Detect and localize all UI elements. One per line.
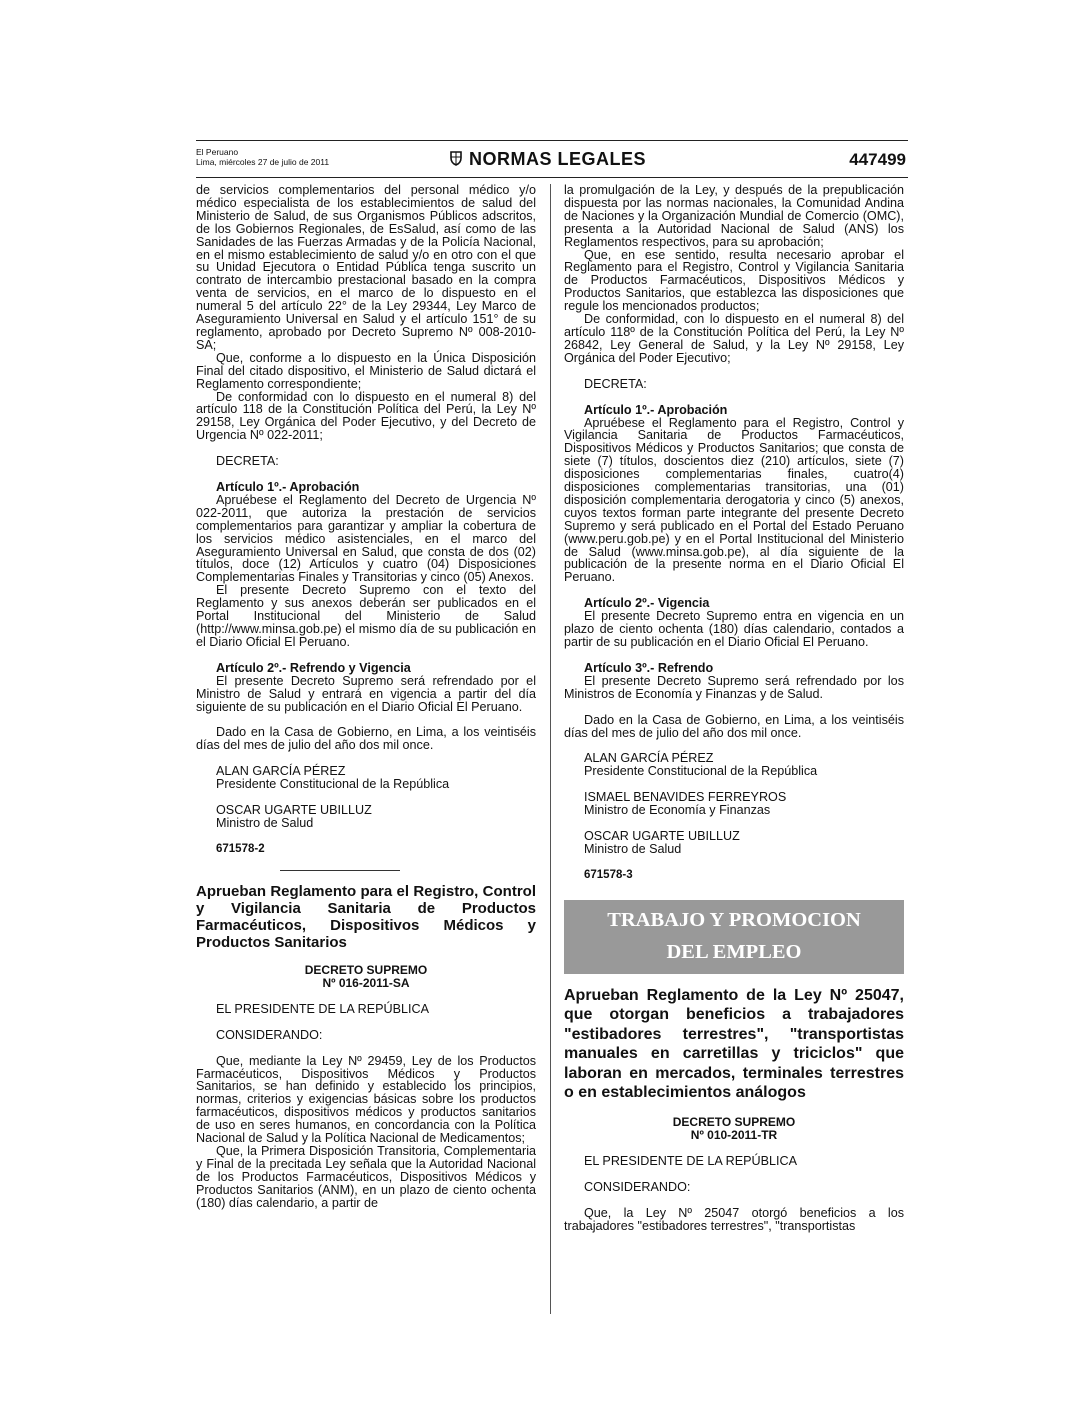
- dado-paragraph: Dado en la Casa de Gobierno, en Lima, a los veintiséis días del mes de julio del año dos mil once.: [564, 712, 904, 740]
- paragraph: De conformidad con lo dispuesto en el numeral 8) del artículo 118 de la Constitución Política del Perú, la Ley Nº 29158, Ley Orgánica del Poder Ejecutivo, y del Decreto de Urgencia Nº 022-2011;: [196, 389, 536, 443]
- signatory-role: Ministro de Economía y Finanzas: [584, 803, 771, 818]
- paragraph: El presente Decreto Supremo será refrendado por el Ministro de Salud y entrará en vigencia a partir del día siguiente de su publicación en el Diario Oficial El Peruano.: [196, 673, 536, 714]
- left-column: [196, 184, 536, 1209]
- decree-number-label: DECRETO SUPREMO: [672, 1114, 796, 1129]
- article-title: Artículo 3º.- Refrendo: [584, 660, 714, 675]
- considerando-label: CONSIDERANDO:: [216, 1027, 323, 1042]
- article-title: Artículo 1º.- Aprobación: [584, 402, 728, 417]
- document-code: 671578-2: [216, 842, 265, 855]
- paragraph: Que, en ese sentido, resulta necesario aprobar el Reglamento para el Registro, Control y Vigilancia Sanitaria de Productos Farmacéuticos, Dispositivos Médicos y Productos Sanitarios, que establezca las disposiciones que regule los mencionados productos;: [564, 247, 904, 314]
- page-header: [196, 140, 908, 178]
- decreta-label: DECRETA:: [216, 454, 279, 469]
- header-left: [196, 147, 329, 167]
- banner-line: TRABAJO Y PROMOCION: [607, 908, 861, 931]
- paragraph: De conformidad, con lo dispuesto en el numeral 8) del artículo 118º de la Constitución Política del Perú, la Ley Nº 26842, Ley General de Salud, y la Ley Nº 29158, Ley Orgánica del Poder Ejecutivo;: [564, 312, 904, 365]
- section-label: NORMAS LEGALES: [469, 149, 647, 169]
- document-code: 671578-3: [584, 868, 633, 881]
- decree-number: Nº 016-2011-SA: [322, 975, 410, 990]
- separator-rule: [280, 870, 400, 871]
- presidente-label: EL PRESIDENTE DE LA REPÚBLICA: [584, 1153, 797, 1168]
- paragraph: Que, la Ley Nº 25047 otorgó beneficios a los trabajadores "estibadores terrestres", "transportistas: [564, 1205, 904, 1233]
- paragraph: Que, la Primera Disposición Transitoria, Complementaria y Final de la precitada Ley señala que la Autoridad Nacional de los Productos Farmacéuticos, Dispositivos Médicos y Productos Sanitarios (ANM), en un plazo de ciento ochenta (180) días calendario, a partir de: [196, 1143, 536, 1210]
- signatory-name: OSCAR UGARTE UBILLUZ: [216, 803, 372, 818]
- presidente-label: EL PRESIDENTE DE LA REPÚBLICA: [216, 1001, 429, 1016]
- issue-date: Lima, miércoles 27 de julio de 2011: [196, 157, 330, 167]
- paragraph: El presente Decreto Supremo será refrendado por los Ministros de Economía y Finanzas y de Salud.: [564, 673, 904, 701]
- signatory-role: Presidente Constitucional de la República: [216, 777, 450, 792]
- right-column: [564, 184, 904, 1232]
- column-divider: [550, 184, 551, 1314]
- decree-title: Aprueban Reglamento para el Registro, Control y Vigilancia Sanitaria de Productos Farmacéuticos, Dispositivos Médicos y Productos Sanitarios: [196, 882, 536, 951]
- paragraph: de servicios complementarios del personal médico y/o médico especialista de los establecimientos de salud del Ministerio de Salud, de sus Organismos Públicos adscritos, de los Gobiernos Regionales, de EsSalud, así como de las Sanidades de las Fuerzas Armadas y de la Policía Nacional, en el mismo establecimiento de salud y/o en otro con el que su Unidad Ejecutora o Entidad Pública tenga suscrito un contrato de intercambio prestacional basado en la compra venta de servicios, en el marco de lo dispuesto en el numeral 5 del artículo 22° de la Ley 29344, Ley Marco de Aseguramiento Universal en Salud y el artículo 151° de su reglamento, aprobado por Decreto Supremo Nº 008-2010-SA;: [196, 183, 536, 352]
- decree-number-label: DECRETO SUPREMO: [304, 962, 428, 977]
- decree-title: Aprueban Reglamento de la Ley Nº 25047, que otorgan beneficios a trabajadores "estibadores terrestres", "transportistas manuales en carretillas y triciclos" que laboran en mercados, terminales terrestres o en establecimientos análogos: [564, 986, 904, 1102]
- paragraph: Que, mediante la Ley Nº 29459, Ley de los Productos Farmacéuticos, Dispositivos Médicos y Productos Sanitarios, se han definido y establecido los principios, normas, criterios y exigencias básicas sobre los productos farmacéuticos, dispositivos médicos y productos sanitarios de uso en seres humanos, en concordancia con la Política Nacional de Salud y la Política Nacional de Medicamentos;: [196, 1053, 536, 1146]
- paragraph: Apruébese el Reglamento para el Registro, Control y Vigilancia Sanitaria de Productos Farmacéuticos, Dispositivos Médicos y Productos Sanitarios; que consta de siete (7) títulos, doscientos diez (210) artículos, siete (7) disposiciones complementarias finales, cuatro(4) disposiciones complementarias transitorias, una (01) disposición complementaria derogatoria y cinco (5) anexos, cuyos textos forman parte integrante del presente Decreto Supremo y será publicado en el Portal del Estado Peruano (www.peru.gob.pe) y en el Portal Institucional del Ministerio de Salud (www.minsa.gob.pe), al día siguiente de la publicación de la presente norma en el Diario Oficial El Peruano.: [564, 415, 904, 585]
- section-title: [448, 149, 646, 170]
- paragraph: El presente Decreto Supremo entra en vigencia en un plazo de ciento ochenta (180) días calendario, contados a partir de su publicación en el Diario Oficial El Peruano.: [564, 609, 904, 649]
- article-title: Artículo 2º.- Vigencia: [584, 596, 710, 611]
- page-number: 447499: [849, 150, 906, 169]
- banner-line: DEL EMPLEO: [666, 940, 802, 963]
- signatory-name: ALAN GARCÍA PÉREZ: [216, 764, 346, 779]
- signatory-name: OSCAR UGARTE UBILLUZ: [584, 829, 740, 844]
- paragraph: Apruébese el Reglamento del Decreto de Urgencia Nº 022-2011, que autoriza la prestación de servicios complementarios para garantizar y ampliar la cobertura de los servicios médico asistenciales, en el marco del Aseguramiento Universal en Salud, que consta de dos (02) títulos, doce (12) Artículos y cuatro (04) Disposiciones Complementarias Finales y Transitorias y cinco (05) Anexos.: [196, 492, 536, 585]
- article-title: Artículo 2º.- Refrendo y Vigencia: [216, 660, 411, 675]
- paragraph: la promulgación de la Ley, y después de la prepublicación dispuesta por las normas nacionales, la Comunidad Andina de Naciones y la Organización Mundial de Comercio (OMC), presenta a la Autoridad Nacional de Salud (ANS) los Reglamentos respectivos, para su aprobación;: [564, 183, 904, 249]
- coat-of-arms-icon: [448, 150, 464, 166]
- considerando-label: CONSIDERANDO:: [584, 1179, 691, 1194]
- signatory-role: Presidente Constitucional de la República: [584, 764, 818, 779]
- article-title: Artículo 1º.- Aprobación: [216, 480, 360, 495]
- signatory-role: Ministro de Salud: [216, 815, 314, 830]
- signatory-name: ISMAEL BENAVIDES FERREYROS: [584, 790, 787, 805]
- paragraph: El presente Decreto Supremo con el texto del Reglamento y sus anexos deberán ser publicados en el Portal Institucional del Ministerio de Salud (http://www.minsa.gob.pe) el mismo día de su publicación en el Diario Oficial El Peruano.: [196, 583, 536, 649]
- decree-number: Nº 010-2011-TR: [690, 1127, 778, 1142]
- dado-paragraph: Dado en la Casa de Gobierno, en Lima, a los veintiséis días del mes de julio del año dos mil once.: [196, 725, 536, 753]
- paper-name: El Peruano: [196, 147, 239, 157]
- signatory-name: ALAN GARCÍA PÉREZ: [584, 751, 714, 766]
- section-banner: [564, 900, 904, 974]
- signatory-role: Ministro de Salud: [584, 841, 682, 856]
- paragraph: Que, conforme a lo dispuesto en la Única Disposición Final del citado dispositivo, el Ministerio de Salud dictará el Reglamento correspondiente;: [196, 350, 536, 391]
- decreta-label: DECRETA:: [584, 376, 647, 391]
